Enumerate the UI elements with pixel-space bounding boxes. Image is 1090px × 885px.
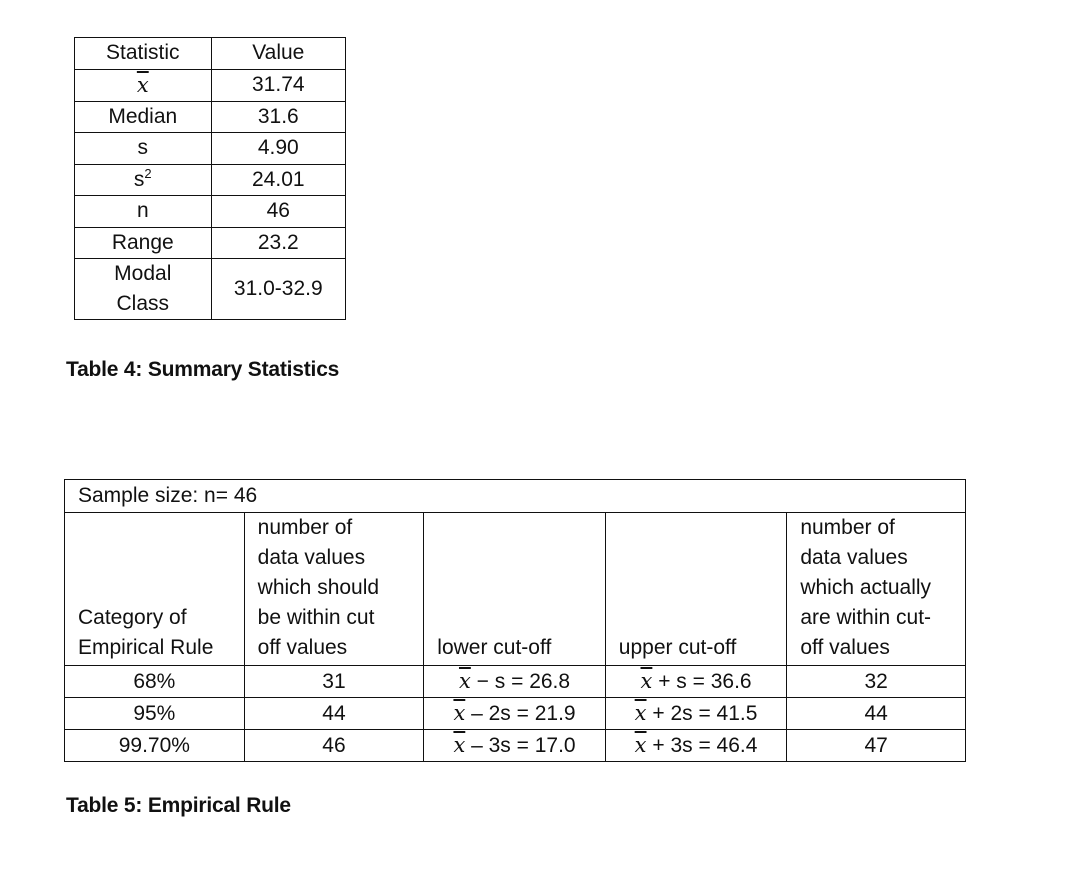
stat-label: s <box>75 133 212 165</box>
table-row <box>65 730 966 762</box>
stat-value: 46 <box>211 196 345 228</box>
header-category: Category of Empirical Rule <box>65 513 245 666</box>
header-expected-count: number of data values which should be within cut off values <box>244 513 424 666</box>
variance-symbol: s <box>133 167 145 191</box>
mean-symbol: $\overline{x}$ <box>458 669 471 693</box>
actual-cell: 32 <box>787 666 966 698</box>
lower-cutoff-cell: $\overline{x} - 2s = 21.9$ <box>424 698 606 730</box>
mean-symbol: $\overline{x}$ <box>634 701 647 725</box>
table4-caption: Table 4: Summary Statistics <box>66 358 340 381</box>
mean-symbol: $\overline{x}$ <box>453 701 466 725</box>
upper-cutoff-cell: $\overline{x} + 3s = 46.4$ <box>605 730 787 762</box>
stat-label-mean <box>75 69 212 101</box>
sample-size-row <box>65 480 966 513</box>
table-row <box>75 101 346 133</box>
table-row <box>65 666 966 698</box>
category-cell: 68% <box>65 666 245 698</box>
expected-cell: 31 <box>244 666 424 698</box>
variance-exponent: 2 <box>144 165 152 181</box>
header-statistic: Statistic <box>75 38 212 70</box>
mean-symbol: $\overline{x}$ <box>136 72 149 97</box>
table5-caption: Table 5: Empirical Rule <box>66 794 291 817</box>
lower-cutoff-cell: $\overline{x} - 3s = 17.0$ <box>424 730 606 762</box>
stat-value: 31.0-32.9 <box>211 259 345 320</box>
stat-label: Median <box>75 101 212 133</box>
category-cell: 95% <box>65 698 245 730</box>
expected-cell: 46 <box>244 730 424 762</box>
stat-label-variance <box>75 164 212 196</box>
stat-value: 31.6 <box>211 101 345 133</box>
table-row <box>75 69 346 101</box>
stat-value: 31.74 <box>211 69 345 101</box>
category-cell: 99.70% <box>65 730 245 762</box>
table-header-row <box>75 38 346 70</box>
stat-value: 4.90 <box>211 133 345 165</box>
header-value: Value <box>211 38 345 70</box>
stat-value: 24.01 <box>211 164 345 196</box>
sample-size-label: Sample size: n= 46 <box>65 480 966 513</box>
stat-label: Modal Class <box>75 259 212 320</box>
upper-cutoff-cell: $\overline{x} + s = 36.6$ <box>605 666 787 698</box>
stat-value: 23.2 <box>211 227 345 259</box>
mean-symbol: $\overline{x}$ <box>640 669 653 693</box>
header-lower-cutoff: lower cut-off <box>424 513 606 666</box>
actual-cell: 44 <box>787 698 966 730</box>
stat-label: Range <box>75 227 212 259</box>
table-header-row <box>65 513 966 666</box>
table-row <box>75 196 346 228</box>
mean-symbol: $\overline{x}$ <box>453 733 466 757</box>
header-actual-count: number of data values which actually are within cut- off values <box>787 513 966 666</box>
mean-symbol: $\overline{x}$ <box>634 733 647 757</box>
empirical-rule-table <box>64 479 966 762</box>
actual-cell: 47 <box>787 730 966 762</box>
stat-label: n <box>75 196 212 228</box>
table-row <box>75 227 346 259</box>
table-row <box>75 133 346 165</box>
lower-cutoff-cell: $\overline{x} - s = 26.8$ <box>424 666 606 698</box>
table-row <box>75 164 346 196</box>
table-row <box>75 259 346 320</box>
expected-cell: 44 <box>244 698 424 730</box>
upper-cutoff-cell: $\overline{x} + 2s = 41.5$ <box>605 698 787 730</box>
summary-statistics-table <box>74 37 346 320</box>
table-row <box>65 698 966 730</box>
header-upper-cutoff: upper cut-off <box>605 513 787 666</box>
